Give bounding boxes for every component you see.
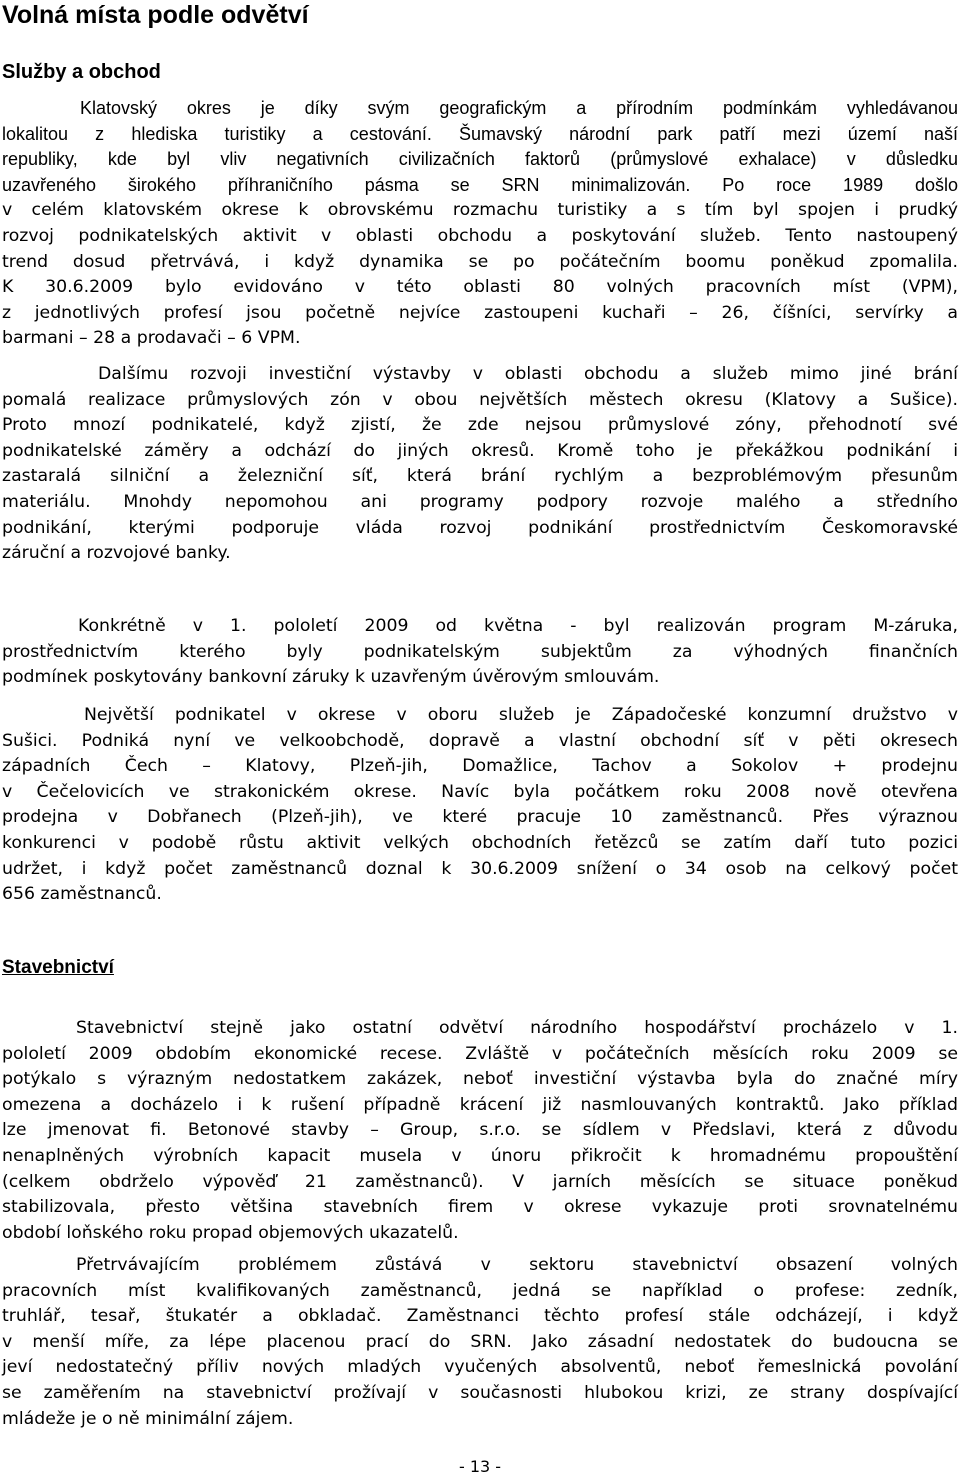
text-line: Proto mnozí podnikatelé, když zjistí, že zde nejsou průmyslové zóny, přehodnotí své — [2, 415, 958, 436]
text-line: materiálu. Mnohdy nepomohou ani programy podpory rozvoje malého a středního — [2, 491, 958, 512]
text-line: republiky, kde byl vliv negativních civilizačních faktorů (průmyslové exhalace) v důsledku — [2, 149, 958, 170]
text-line: Sušici. Podniká nyní ve velkoobchodě, dopravě a vlastní obchodní síť v pěti okresech — [2, 730, 958, 751]
paragraph-services-1 — [2, 96, 958, 352]
text-line: Největší podnikatel v okrese v oboru služeb je Západočeské konzumní družstvo v — [84, 705, 958, 725]
page-number: - 13 - — [458, 1457, 502, 1476]
text-line: barmani – 28 a prodavači – 6 VPM. — [2, 328, 301, 349]
text-line: podnikání, kterými podporuje vláda rozvoj podnikání prostřednictvím Českomoravské — [2, 517, 958, 538]
paragraph-construction-1 — [2, 1016, 958, 1246]
text-line: záruční a rozvojové banky. — [2, 543, 231, 564]
text-line: z jednotlivých profesí jsou početně nejvíce zastoupeni kuchaři – 26, číšníci, servírky a — [2, 302, 958, 323]
text-line: v menší míře, za lépe placenou prací do SRN. Jako zásadní nedostatek do budoucna se — [2, 1331, 958, 1352]
paragraph-services-4 — [2, 703, 958, 908]
text-line: rozvoj podnikatelských aktivit v oblasti obchodu a poskytování služeb. Tento nastoupený — [2, 225, 958, 246]
text-line: lokalitou z hlediska turistiky a cestování. Šumavský národní park patří mezi území naší — [2, 123, 958, 144]
text-line: (celkem obdrželo výpověď 21 zaměstnanců). V jarních měsících se situace poněkud — [2, 1171, 958, 1192]
page-title: Volná místa podle odvětví — [2, 1, 309, 29]
text-line: konkurenci v podobě růstu aktivit velkých obchodních řetězců se zatím daří tuto pozici — [2, 832, 958, 853]
paragraph-construction-2 — [2, 1253, 958, 1432]
text-line: nenaplněných výrobních kapacit musela v únoru přikročit k hromadnému propouštění — [2, 1145, 958, 1166]
text-line: 656 zaměstnanců. — [2, 884, 162, 905]
text-line: trend dosud přetrvává, i když dynamika se po počátečním boomu poněkud zpomalila. — [2, 251, 958, 272]
text-line: pomalá realizace průmyslových zón v obou největších městech okresu (Klatovy a Sušice). — [2, 389, 958, 410]
text-line: podnikatelské záměry a odchází do jiných okresů. Kromě toho je překážkou podnikání i — [2, 440, 958, 461]
text-line: omezena a docházelo i k rušení případně krácení již nasmlouvaných kontraktů. Jako příklad — [2, 1094, 958, 1115]
text-line: západních Čech – Klatovy, Plzeň-jih, Domažlice, Tachov a Sokolov + prodejnu — [2, 756, 958, 777]
text-line: Přetrvávajícím problémem zůstává v sektoru stavebnictví obsazení volných — [76, 1255, 958, 1275]
text-line: podmínek poskytovány bankovní záruky k uzavřeným úvěrovým smlouvám. — [2, 667, 660, 688]
section-heading-services: Služby a obchod — [2, 61, 161, 83]
text-line: K 30.6.2009 bylo evidováno v této oblasti 80 volných pracovních míst (VPM), — [2, 277, 958, 298]
text-line: pololetí 2009 obdobím ekonomické recese. Zvláště v počátečních měsících roku 2009 se — [2, 1043, 958, 1064]
text-line: Klatovský okres je díky svým geografickým a přírodním podmínkám vyhledávanou — [80, 98, 958, 118]
text-line: prostřednictvím kterého byly podnikatelským subjektům za výhodných finančních — [2, 641, 958, 662]
paragraph-services-2 — [2, 362, 958, 567]
text-line: udržet, i když počet zaměstnanců doznal k 30.6.2009 snížení o 34 osob na celkový počet — [2, 858, 958, 879]
text-line: v celém klatovském okrese k obrovskému rozmachu turistiky a s tím byl spojen i prudký — [2, 200, 958, 221]
text-line: stabilizovala, přesto většina stavebních firem v okrese vykazuje proti srovnatelnému — [2, 1197, 958, 1218]
text-line: se zaměřením na stavebnictví prožívají v současnosti hlubokou krizi, ze strany dospívající — [2, 1382, 958, 1403]
text-line: období loňského roku propad objemových ukazatelů. — [2, 1222, 459, 1243]
text-line: Stavebnictví stejně jako ostatní odvětví národního hospodářství procházelo v 1. — [76, 1018, 958, 1038]
text-line: pracovních míst kvalifikovaných zaměstnanců, jedná se například o profese: zedník, — [2, 1280, 958, 1301]
text-line: Konkrétně v 1. pololetí 2009 od května - byl realizován program M-záruka, — [78, 616, 958, 636]
text-line: jeví nedostatečný příliv nových mladých vyučených absolventů, neboť řemeslnická povolání — [2, 1357, 958, 1378]
text-line: potýkalo s výrazným nedostatkem zakázek, neboť investiční výstavba byla do značné míry — [2, 1069, 958, 1090]
text-line: truhlář, tesař, štukatér a obkladač. Zaměstnanci těchto profesí stále odcházejí, i když — [2, 1306, 958, 1327]
text-line: Dalšímu rozvoji investiční výstavby v oblasti obchodu a služeb mimo jiné brání — [98, 364, 958, 384]
text-line: lze jmenovat fi. Betonové stavby – Group, s.r.o. se sídlem v Předslavi, která z důvodu — [2, 1120, 958, 1141]
text-line: prodejna v Dobřanech (Plzeň-jih), ve které pracuje 10 zaměstnanců. Přes výraznou — [2, 807, 958, 828]
section-heading-construction: Stavebnictví — [2, 957, 114, 978]
text-line: uzavřeného širokého příhraničního pásma se SRN minimalizován. Po roce 1989 došlo — [2, 174, 958, 195]
text-line: mládeže je o ně minimální zájem. — [2, 1408, 294, 1429]
text-line: v Čečelovicích ve strakonickém okrese. Navíc byla počátkem roku 2008 nově otevřena — [2, 781, 958, 802]
text-line: zastaralá silniční a železniční síť, která brání rychlým a bezproblémovým přesunům — [2, 466, 958, 487]
paragraph-services-3 — [2, 614, 958, 691]
